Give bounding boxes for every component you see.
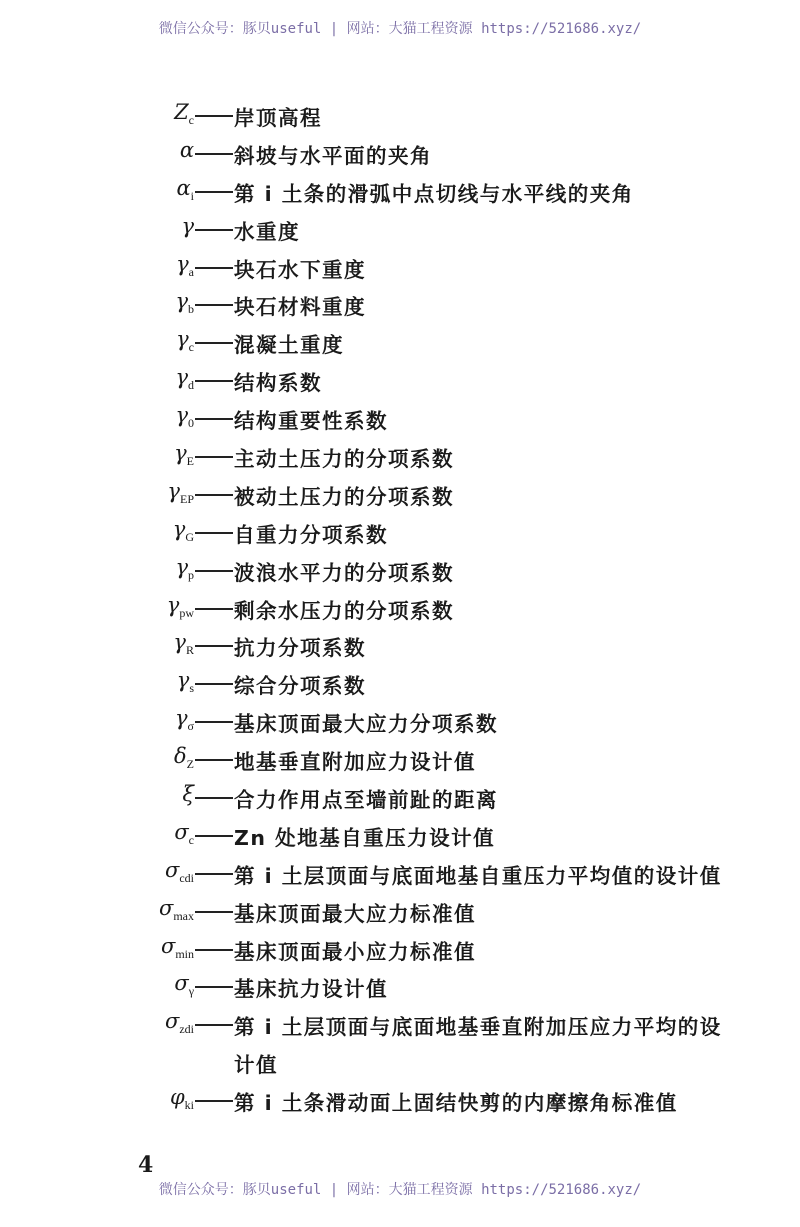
definition-text: 自重力分项系数 [234, 522, 388, 547]
symbol-definition [0, 818, 800, 856]
symbol-subscript: b [188, 302, 194, 317]
symbol-base: σ [164, 1009, 180, 1034]
symbol [175, 365, 194, 393]
symbol-base: α [179, 137, 194, 162]
definition-text: 岸顶高程 [234, 106, 322, 130]
em-dash [195, 759, 233, 761]
symbol [174, 820, 194, 848]
em-dash [195, 342, 233, 344]
symbol [174, 100, 194, 128]
em-dash [195, 115, 233, 117]
symbol-subscript: pw [179, 605, 194, 620]
symbol-subscript: ki [184, 1098, 194, 1113]
symbol-base: γ [172, 516, 186, 541]
definition-text: 第 i 土层顶面与底面地基垂直附加压应力平均的设 [234, 1015, 722, 1040]
em-dash [195, 835, 233, 837]
symbol-base: δ [174, 744, 187, 769]
symbol-definition [0, 591, 800, 629]
definition-text: 块石材料重度 [234, 295, 366, 320]
symbol-base: γ [176, 327, 189, 352]
symbol-definition [0, 666, 800, 704]
symbol [161, 934, 194, 962]
symbol-definition [0, 363, 800, 401]
em-dash [195, 380, 233, 382]
symbol-definition [0, 401, 800, 439]
definition-text: 基床抗力设计值 [234, 977, 388, 1002]
symbol [176, 176, 194, 204]
em-dash [195, 608, 233, 610]
definition-text: 基床顶面最小应力标准值 [234, 939, 476, 964]
definition-text: 合力作用点至墙前趾的距离 [234, 788, 498, 813]
symbol-subscript: c [188, 113, 194, 127]
symbol-subscript: c [188, 340, 194, 355]
symbol-subscript: E [186, 454, 194, 469]
definition-text: 计值 [234, 1053, 278, 1078]
em-dash [195, 456, 233, 458]
symbol-base: γ [175, 403, 188, 428]
definition-text: 基床顶面最大应力分项系数 [234, 712, 498, 737]
symbol-subscript: min [175, 946, 194, 961]
symbol [167, 593, 194, 621]
symbol [175, 403, 194, 431]
symbol-definition [0, 932, 800, 970]
symbol-base: γ [176, 668, 190, 693]
symbol-base: γ [175, 554, 188, 579]
symbol-base: σ [160, 933, 176, 958]
symbol [167, 479, 194, 507]
em-dash [195, 1024, 233, 1026]
symbol-definition [0, 894, 800, 932]
em-dash [195, 683, 233, 685]
em-dash [195, 911, 233, 913]
em-dash [195, 494, 233, 496]
symbol-subscript: p [188, 567, 194, 582]
definition-text: 被动土压力的分项系数 [234, 484, 454, 509]
symbol-definition [0, 287, 800, 325]
definition-text: 地基垂直附加应力设计值 [234, 750, 476, 775]
symbol-base: Z [174, 100, 189, 124]
definition-text: 主动土压力的分项系数 [234, 447, 454, 472]
symbol-base: σ [164, 857, 180, 882]
symbol-definition [0, 1007, 800, 1045]
definition-text: 第 i 土条的滑弧中点切线与水平线的夹角 [234, 181, 634, 206]
symbol-base: γ [167, 478, 180, 503]
definition-text: 综合分项系数 [234, 674, 366, 699]
symbol [173, 517, 194, 545]
em-dash [195, 721, 233, 723]
definition-text: 混凝土重度 [234, 333, 344, 358]
symbol-base: γ [176, 251, 189, 276]
symbol-base: ξ [182, 782, 194, 807]
em-dash [195, 1100, 233, 1102]
symbol [173, 630, 194, 658]
symbol-definition [0, 742, 800, 780]
symbol-subscript: 0 [188, 416, 194, 431]
symbol-definition [0, 212, 800, 250]
symbol-definition [0, 515, 800, 553]
symbol-subscript: G [185, 529, 194, 544]
em-dash [195, 797, 233, 799]
symbol-definition [0, 98, 800, 136]
symbol-subscript: σ [187, 719, 194, 734]
symbol [176, 252, 194, 280]
definition-text: 结构重要性系数 [234, 409, 388, 434]
symbol-subscript: i [190, 188, 194, 203]
symbol [177, 668, 194, 696]
symbol-base: σ [158, 895, 174, 920]
symbol-base: γ [166, 592, 180, 617]
symbol [180, 138, 194, 162]
symbol-base: γ [181, 213, 194, 238]
definition-text: 块石水下重度 [234, 257, 366, 282]
page-number: 4 [138, 1152, 154, 1178]
em-dash [195, 191, 233, 193]
symbol-definition [0, 174, 800, 212]
symbol-subscript: s [189, 681, 194, 696]
em-dash [195, 986, 233, 988]
symbol-list [0, 98, 800, 1121]
definition-text: Zn 处地基自重压力设计值 [234, 825, 496, 850]
definition-text: 斜坡与水平面的夹角 [234, 143, 432, 168]
symbol-subscript: Z [186, 757, 194, 772]
symbol-base: φ [169, 1085, 185, 1110]
em-dash [195, 267, 233, 269]
em-dash [195, 229, 233, 231]
definition-text: 剩余水压力的分项系数 [234, 598, 454, 623]
symbol-base: γ [174, 706, 188, 731]
symbol-definition [0, 477, 800, 515]
symbol [181, 214, 194, 238]
symbol-subscript: R [185, 643, 194, 658]
em-dash [195, 418, 233, 420]
em-dash [195, 570, 233, 572]
symbol-definition [0, 136, 800, 174]
symbol-definition [0, 553, 800, 591]
symbol [159, 896, 194, 924]
symbol-definition [0, 969, 800, 1007]
symbol [182, 782, 194, 806]
definition-text: 波浪水平力的分项系数 [234, 560, 454, 585]
symbol [165, 1009, 194, 1037]
em-dash [195, 949, 233, 951]
symbol [174, 971, 194, 999]
definition-text: 结构系数 [234, 371, 322, 396]
symbol-definition [0, 856, 800, 894]
symbol-subscript: zdi [179, 1022, 194, 1037]
symbol [176, 327, 194, 355]
em-dash [195, 873, 233, 875]
symbol [174, 744, 194, 772]
symbol [174, 441, 194, 469]
symbol-subscript: γ [188, 984, 194, 999]
symbol [170, 1085, 194, 1113]
watermark-header: 微信公众号：豚贝useful | 网站：大猫工程资源 https://521686.xyz/ [158, 21, 642, 37]
symbol-subscript: c [188, 832, 194, 847]
symbol-subscript: EP [179, 491, 194, 506]
symbol [175, 289, 194, 317]
symbol-definition [0, 1083, 800, 1121]
symbol-subscript: a [188, 264, 194, 279]
symbol [175, 706, 194, 734]
em-dash [195, 532, 233, 534]
definition-continuation [0, 1045, 800, 1083]
symbol-subscript: max [173, 908, 194, 923]
em-dash [195, 645, 233, 647]
symbol-subscript: d [188, 378, 194, 393]
definition-text: 抗力分项系数 [234, 636, 366, 661]
symbol-definition [0, 704, 800, 742]
symbol-base: σ [174, 819, 189, 844]
em-dash [195, 153, 233, 155]
watermark-footer: 微信公众号：豚贝useful | 网站：大猫工程资源 https://521686.xyz/ [158, 1182, 642, 1198]
definition-text: 基床顶面最大应力标准值 [234, 901, 476, 926]
symbol-base: γ [175, 289, 188, 314]
symbol [175, 555, 194, 583]
symbol-definition [0, 780, 800, 818]
symbol-definition [0, 325, 800, 363]
definition-text: 水重度 [234, 219, 300, 244]
symbol [165, 858, 194, 886]
symbol-base: σ [174, 971, 189, 996]
symbol-definition [0, 439, 800, 477]
definition-text: 第 i 土层顶面与底面地基自重压力平均值的设计值 [234, 863, 722, 888]
em-dash [195, 304, 233, 306]
symbol-base: γ [175, 365, 188, 390]
symbol-base: γ [174, 441, 187, 466]
symbol-base: α [176, 175, 191, 200]
symbol-base: γ [173, 630, 186, 655]
symbol-definition [0, 628, 800, 666]
definition-text: 第 i 土条滑动面上固结快剪的内摩擦角标准值 [234, 1091, 678, 1116]
symbol-definition [0, 250, 800, 288]
symbol-subscript: cdi [179, 870, 194, 885]
